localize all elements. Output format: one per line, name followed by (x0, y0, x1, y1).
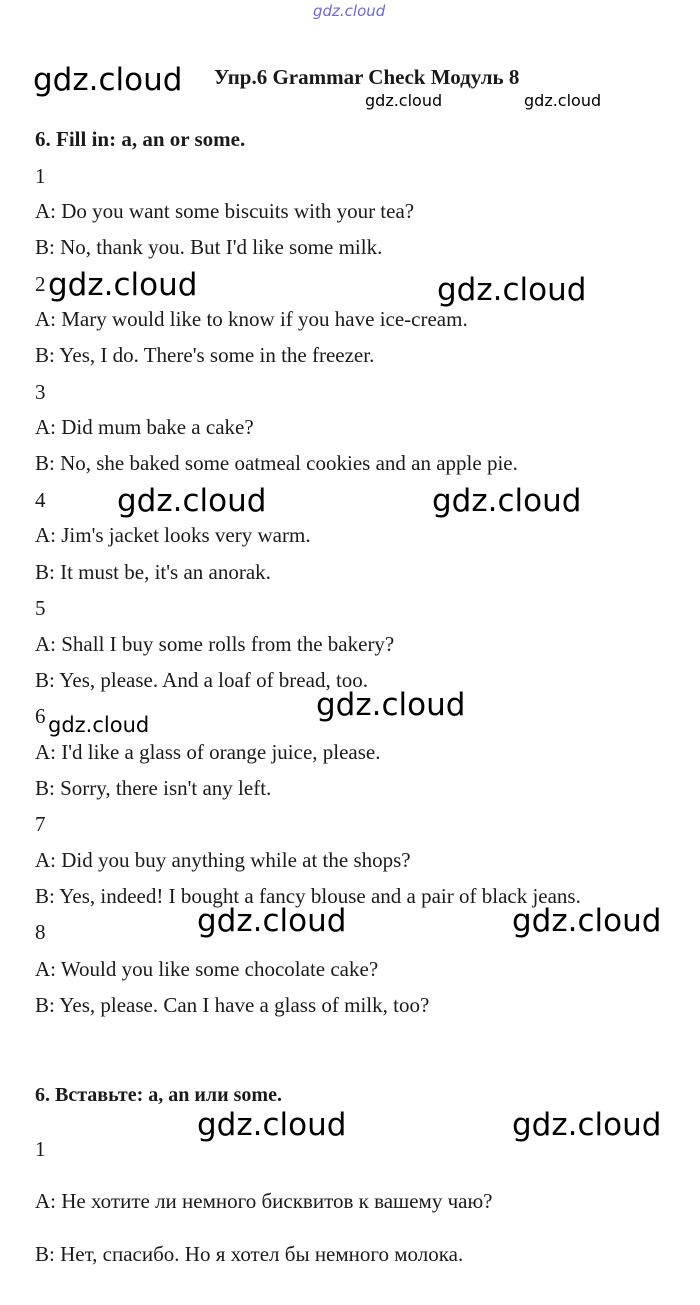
page-title: Упр.6 Grammar Check Модуль 8 (214, 65, 520, 89)
dialogue-line-b: B: No, she baked some oatmeal cookies and an apple pie. (35, 451, 518, 475)
watermark: gdz.cloud (437, 272, 587, 308)
dialogue-line-b: В: Нет, спасибо. Но я хотел бы немного молока. (35, 1242, 464, 1266)
item-number: 1 (35, 164, 46, 188)
watermark: gdz.cloud (117, 483, 267, 519)
watermark: gdz.cloud (197, 1107, 347, 1143)
item-number: 4 (35, 488, 46, 512)
watermark: gdz.cloud (432, 483, 582, 519)
watermark-small: gdz.cloud (524, 91, 602, 110)
dialogue-line-a: A: Shall I buy some rolls from the bakery? (35, 632, 395, 656)
dialogue-line-a: A: Jim's jacket looks very warm. (35, 523, 311, 547)
watermark-top: gdz.cloud (313, 2, 386, 20)
dialogue-line-b: B: No, thank you. But I'd like some milk. (35, 235, 383, 259)
dialogue-line-a: A: Do you want some biscuits with your tea? (35, 199, 415, 223)
item-number: 6 (35, 704, 46, 728)
item-number: 8 (35, 920, 46, 944)
dialogue-line-b: B: Yes, indeed! I bought a fancy blouse and a pair of black jeans. (35, 884, 581, 908)
item-number: 5 (35, 596, 46, 620)
dialogue-line-a: A: I'd like a glass of orange juice, please. (35, 740, 381, 764)
dialogue-line-a: А: Не хотите ли немного бисквитов к вашему чаю? (35, 1189, 493, 1213)
watermark: gdz.cloud (316, 687, 466, 723)
dialogue-line-b: B: Yes, I do. There's some in the freezer. (35, 343, 375, 367)
exercise-instruction: 6. Fill in: a, an or some. (35, 127, 246, 151)
watermark: gdz.cloud (512, 1107, 662, 1143)
dialogue-line-a: A: Did you buy anything while at the shops? (35, 848, 411, 872)
item-number: 7 (35, 812, 46, 836)
watermark: gdz.cloud (512, 903, 662, 939)
dialogue-line-a: A: Would you like some chocolate cake? (35, 957, 379, 981)
watermark: gdz.cloud (48, 267, 198, 303)
watermark: gdz.cloud (197, 903, 347, 939)
dialogue-line-a: A: Did mum bake a cake? (35, 415, 254, 439)
item-number: 2 (35, 272, 46, 296)
dialogue-line-b: B: Yes, please. And a loaf of bread, too. (35, 668, 369, 692)
watermark: gdz.cloud (48, 713, 150, 737)
dialogue-line-a: A: Mary would like to know if you have ice-cream. (35, 307, 468, 331)
item-number: 3 (35, 380, 46, 404)
translation-instruction: 6. Вставьте: a, an или some. (35, 1084, 282, 1106)
watermark-small: gdz.cloud (365, 91, 443, 110)
watermark-logo: gdz.cloud (33, 62, 183, 98)
dialogue-line-b: B: Yes, please. Can I have a glass of milk, too? (35, 993, 430, 1017)
dialogue-line-b: B: Sorry, there isn't any left. (35, 776, 272, 800)
item-number: 1 (35, 1137, 46, 1161)
dialogue-line-b: B: It must be, it's an anorak. (35, 560, 271, 584)
